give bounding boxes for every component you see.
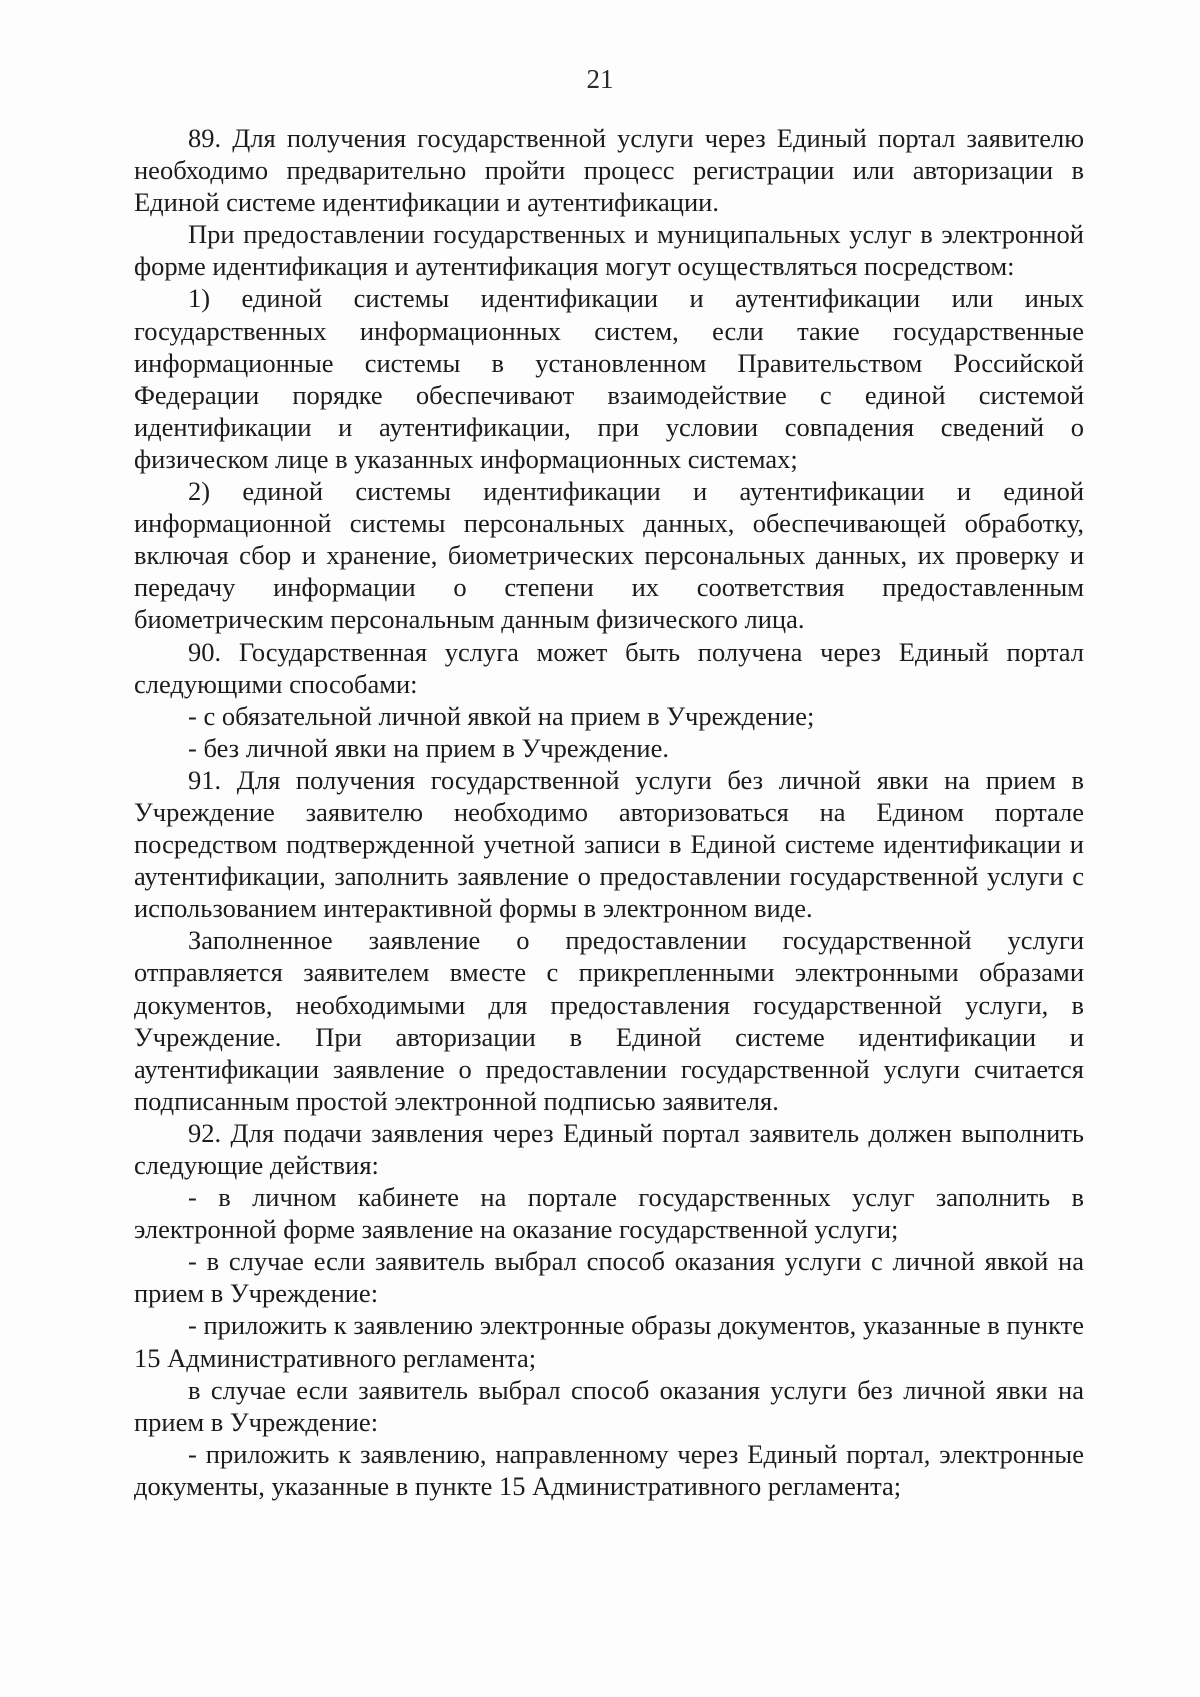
- paragraph-90: 90. Государственная услуга может быть получена через Единый портал следующими способами:: [134, 636, 1084, 699]
- paragraph-electronic-identification: При предоставлении государственных и муниципальных услуг в электронной форме идентификация и аутентификация могут осуществляться посредством:: [134, 219, 1084, 282]
- paragraph-89: 89. Для получения государственной услуги через Единый портал заявителю необходимо предварительно пройти процесс регистрации или авторизации в Единой системе идентификации и аутентификации.: [134, 123, 1084, 218]
- list-item-attach-documents: - приложить к заявлению, направленному через Единый портал, электронные документы, указанные в пункте 15 Административного регламента;: [134, 1438, 1084, 1501]
- paragraph-92: 92. Для подачи заявления через Единый портал заявитель должен выполнить следующие действия:: [134, 1117, 1084, 1180]
- document-body: [134, 122, 1084, 1502]
- paragraph-filled-application: Заполненное заявление о предоставлении государственной услуги отправляется заявителем вместе с прикрепленными электронными образами документов, необходимыми для предоставления государственной услуги, в Учреждение. При авторизации в Единой системе идентификации и аутентификации заявление о предоставлении государственной услуги считается подписанным простой электронной подписью заявителя.: [134, 925, 1084, 1116]
- list-item-with-visit: - с обязательной личной явкой на прием в Учреждение;: [188, 700, 815, 731]
- paragraph-without-visit-case: в случае если заявитель выбрал способ оказания услуги без личной явки на прием в Учреждение:: [134, 1374, 1084, 1437]
- list-item-without-visit: - без личной явки на прием в Учреждение.: [188, 732, 669, 763]
- paragraph-item-1: 1) единой системы идентификации и аутентификации или иных государственных информационных систем, если такие государственные информационные системы в установленном Правительством Российской Федерации порядке обеспечивают взаимодействие с единой системой идентификации и аутентификации, при условии совпадения сведений о физическом лице в указанных информационных системах;: [134, 283, 1084, 474]
- list-item-personal-cabinet: - в личном кабинете на портале государственных услуг заполнить в электронной форме заявление на оказание государственной услуги;: [134, 1182, 1084, 1245]
- list-item-with-visit-case: - в случае если заявитель выбрал способ оказания услуги с личной явкой на прием в Учреждение:: [134, 1246, 1084, 1309]
- paragraph-item-2: 2) единой системы идентификации и аутентификации и единой информационной системы персональных данных, обеспечивающей обработку, включая сбор и хранение, биометрических персональных данных, их проверку и передачу информации о степени их соответствия предоставленным биометрическим персональным данным физического лица.: [134, 476, 1084, 635]
- page-number: 21: [586, 64, 614, 94]
- list-item-attach-images: - приложить к заявлению электронные образы документов, указанные в пункте 15 Административного регламента;: [134, 1310, 1084, 1373]
- paragraph-91: 91. Для получения государственной услуги без личной явки на прием в Учреждение заявителю необходимо авторизоваться на Едином портале посредством подтвержденной учетной записи в Единой системе идентификации и аутентификации, заполнить заявление о предоставлении государственной услуги с использованием интерактивной формы в электронном виде.: [134, 764, 1084, 924]
